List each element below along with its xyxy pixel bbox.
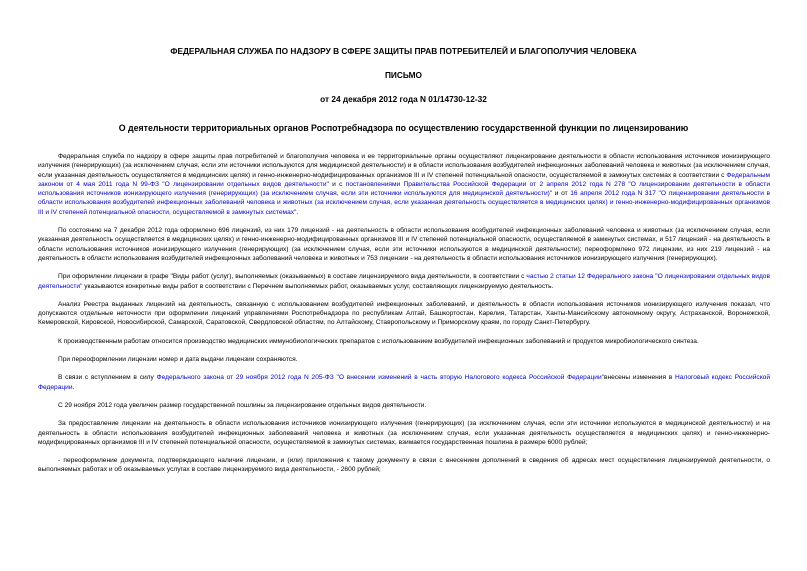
link-law-205-fz[interactable]: Федерального закона от 29 ноября 2012 года N 205-ФЗ "О внесении изменений в часть вторую Налогового кодекса Российской Федерации" <box>156 374 604 382</box>
document-type: ПИСЬМО <box>384 70 423 80</box>
document-body <box>38 152 770 475</box>
paragraph-text: внесены изменения в <box>604 374 676 382</box>
paragraph-1 <box>38 152 770 217</box>
paragraph-9: За предоставление лицензии на деятельность в области использования источников ионизирующего излучения (генерирующих) (за исключением случая, если эти источники используются в медицинской деятельности) и на деятельность в области использования возбудителей инфекционных заболеваний человека и животных (за исключением случая, если указанная деятельность осуществляется в медицинских целях) и генно-инженерно-модифицированных организмов III и IV степеней потенциальной опасности, осуществляемой в замкнутых системах, взимается государственная пошлина в размере 6000 рублей; <box>38 420 770 446</box>
paragraph-8: С 29 ноября 2012 года увеличен размер государственной пошлины за лицензирование отдельных видов деятельности. <box>58 401 427 409</box>
paragraph-text: При оформлении лицензии в графе "Виды работ (услуг), выполняемых (оказываемых) в составе лицензируемого вида деятельности, в соответствии с <box>58 273 527 281</box>
document-date-number: от 24 декабря 2012 года N 01/14730-12-32 <box>320 94 487 104</box>
link-law-99-fz[interactable]: Федеральным законом от 4 мая 2011 года N 99-ФЗ "О лицензировании отдельных видов деятельности" <box>38 171 770 188</box>
paragraph-text: В связи с вступлением в силу <box>58 374 157 382</box>
agency-title: ФЕДЕРАЛЬНАЯ СЛУЖБА ПО НАДЗОРУ В СФЕРЕ ЗАЩИТЫ ПРАВ ПОТРЕБИТЕЛЕЙ И БЛАГОПОЛУЧИЯ ЧЕЛОВЕКА <box>170 46 637 56</box>
link-resolution-278[interactable]: постановлениями Правительства Российской Федерации от 2 апреля 2012 года N 278 "О лицензировании деятельности в области использования источников ионизирующего излучения (генерирующих) (за исключением случая, если эти источники используются для медицинской деятельности)" <box>38 180 771 198</box>
link-resolution-317[interactable]: 16 апреля 2012 года N 317 "О лицензировании деятельности в области использования возбудителей инфекционных заболеваний человека и животных (за исключением случая, если указанная деятельность осуществляется в медицинских целях) и генно-инженерно-модифицированных организмов III и IV степеней потенциальной опасности, осуществляемой в замкнутых системах" <box>38 190 770 216</box>
paragraph-text: и от <box>552 190 571 198</box>
paragraph-10: - переоформление документа, подтверждающего наличие лицензии, и (или) приложения к такому документу в связи с внесением дополнений в сведения об адресах мест осуществления лицензируемой деятельности, о выполняемых работах и об оказываемых услугах в составе лицензируемого вида деятельности, - 2600 рублей; <box>38 457 770 474</box>
link-article-12[interactable]: частью 2 статьи 12 Федерального закона "О лицензировании отдельных видов деятельности" <box>38 273 770 290</box>
document-subject: О деятельности территориальных органов Роспотребнадзора по осуществлению государственной функции по лицензированию <box>118 123 689 133</box>
paragraph-6: При переоформлении лицензии номер и дата выдачи лицензии сохраняются. <box>58 356 298 364</box>
paragraph-7 <box>38 373 770 392</box>
paragraph-text: и с <box>328 180 346 188</box>
paragraph-text: . <box>296 208 299 216</box>
paragraph-text: указываются конкретные виды работ в соответствии с Перечнем выполняемых работ, оказываемых услуг, составляющих лицензируемую деятельность. <box>82 282 554 290</box>
paragraph-text: . <box>72 383 75 391</box>
paragraph-text: Федеральная служба по надзору в сфере защиты прав потребителей и благополучия человека и ее территориальные органы осуществляют лицензирование деятельности в области использования источников ионизирующего излучения (генерирующих) (за исключением случая, если эти источники используются для медицинской деятельности) и в области использования возбудителей инфекционных заболеваний человека и животных (за исключением случая, если указанная деятельность осуществляется в медицинских целях) и генно-инженерно-модифицированных организмов III и IV степеней потенциальной опасности, осуществляемой в замкнутых системах в соответствии с <box>38 153 770 179</box>
link-tax-code[interactable]: Налоговый кодекс Российской Федерации <box>38 374 770 391</box>
paragraph-2: По состоянию на 7 декабря 2012 года оформлено 696 лицензий, из них 179 лицензий - на деятельность в области использования возбудителей инфекционных заболеваний человека и животных (за исключением случая, если указанная деятельность осуществляется в медицинских целях) и генно-инженерно-модифицированных организмов III и IV степеней потенциальной опасности, осуществляемой в замкнутых системах, и 517 лицензий - на деятельность в области использования источников ионизирующего излучения (генерирующих) (за исключением случая, если эти источники используются в медицинской деятельности); переоформлено 972 лицензии, из них 219 лицензий - на деятельность в области использования возбудителей инфекционных заболеваний человека и животных и 753 лицензии - на деятельность в области использования источников ионизирующего излучения (генерирующих). <box>38 227 770 262</box>
paragraph-4: Анализ Реестра выданных лицензий на деятельность, связанную с использованием возбудителей инфекционных заболеваний, и деятельность в области использования источников ионизирующего излучения показал, что допускаются отдельные неточности при оформлении лицензий управлениями Роспотребнадзора по республикам Алтай, Башкортостан, Карелия, Татарстан, Ханты-Мансийскому автономному округу, Астраханской, Воронежской, Кемеровской, Кировской, Новосибирской, Самарской, Саратовской, Свердловской областям, по Алтайскому, Ставропольскому и Приморскому краям, по городу Санкт-Петербургу. <box>38 300 770 327</box>
paragraph-3 <box>38 272 770 291</box>
paragraph-5: К производственным работам относится производство медицинских иммунобиологических препаратов с использованием возбудителей инфекционных заболеваний и продуктов микробиологического синтеза. <box>58 337 699 345</box>
